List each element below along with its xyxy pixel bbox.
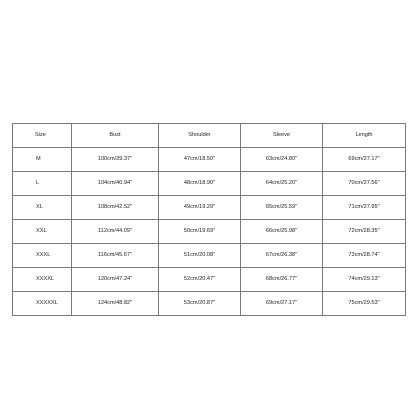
size-cell: L [13,172,72,196]
header-size: Size [13,124,72,148]
bust-cell: 112cm/44.09" [72,220,159,244]
table-row [13,268,406,292]
header-bust: Bust [72,124,159,148]
table-row [13,148,406,172]
table-row [13,196,406,220]
sleeve-cell: 64cm/25.20" [241,172,323,196]
shoulder-cell: 53cm/20.87" [159,292,241,316]
table-row [13,172,406,196]
shoulder-cell: 50cm/19.69" [159,220,241,244]
shoulder-cell: 47cm/18.50" [159,148,241,172]
bust-cell: 108cm/42.52" [72,196,159,220]
header-sleeve: Sleeve [241,124,323,148]
size-cell: M [13,148,72,172]
sleeve-cell: 67cm/26.38" [241,244,323,268]
bust-cell: 116cm/45.67" [72,244,159,268]
bust-cell: 100cm/39.37" [72,148,159,172]
length-cell: 75cm/29.53" [323,292,406,316]
size-cell: XXXXL [13,268,72,292]
bust-cell: 124cm/48.82" [72,292,159,316]
header-length: Length [323,124,406,148]
length-cell: 69cm/27.17" [323,148,406,172]
size-cell: XL [13,196,72,220]
size-cell: XXXXXL [13,292,72,316]
sleeve-cell: 69cm/27.17" [241,292,323,316]
table-row [13,220,406,244]
length-cell: 73cm/28.74" [323,244,406,268]
bust-cell: 104cm/40.94" [72,172,159,196]
shoulder-cell: 49cm/19.29" [159,196,241,220]
sleeve-cell: 63cm/24.80" [241,148,323,172]
bust-cell: 120cm/47.24" [72,268,159,292]
sleeve-cell: 66cm/25.98" [241,220,323,244]
size-chart-table [12,123,406,316]
sleeve-cell: 65cm/25.59" [241,196,323,220]
shoulder-cell: 48cm/18.90" [159,172,241,196]
size-cell: XXL [13,220,72,244]
length-cell: 74cm/29.13" [323,268,406,292]
length-cell: 71cm/27.95" [323,196,406,220]
sleeve-cell: 68cm/26.77" [241,268,323,292]
length-cell: 70cm/27.56" [323,172,406,196]
shoulder-cell: 52cm/20.47" [159,268,241,292]
table-row [13,244,406,268]
table-row [13,292,406,316]
size-cell: XXXL [13,244,72,268]
shoulder-cell: 51cm/20.08" [159,244,241,268]
header-row [13,124,406,148]
length-cell: 72cm/28.35" [323,220,406,244]
header-shoulder: Shoulder [159,124,241,148]
